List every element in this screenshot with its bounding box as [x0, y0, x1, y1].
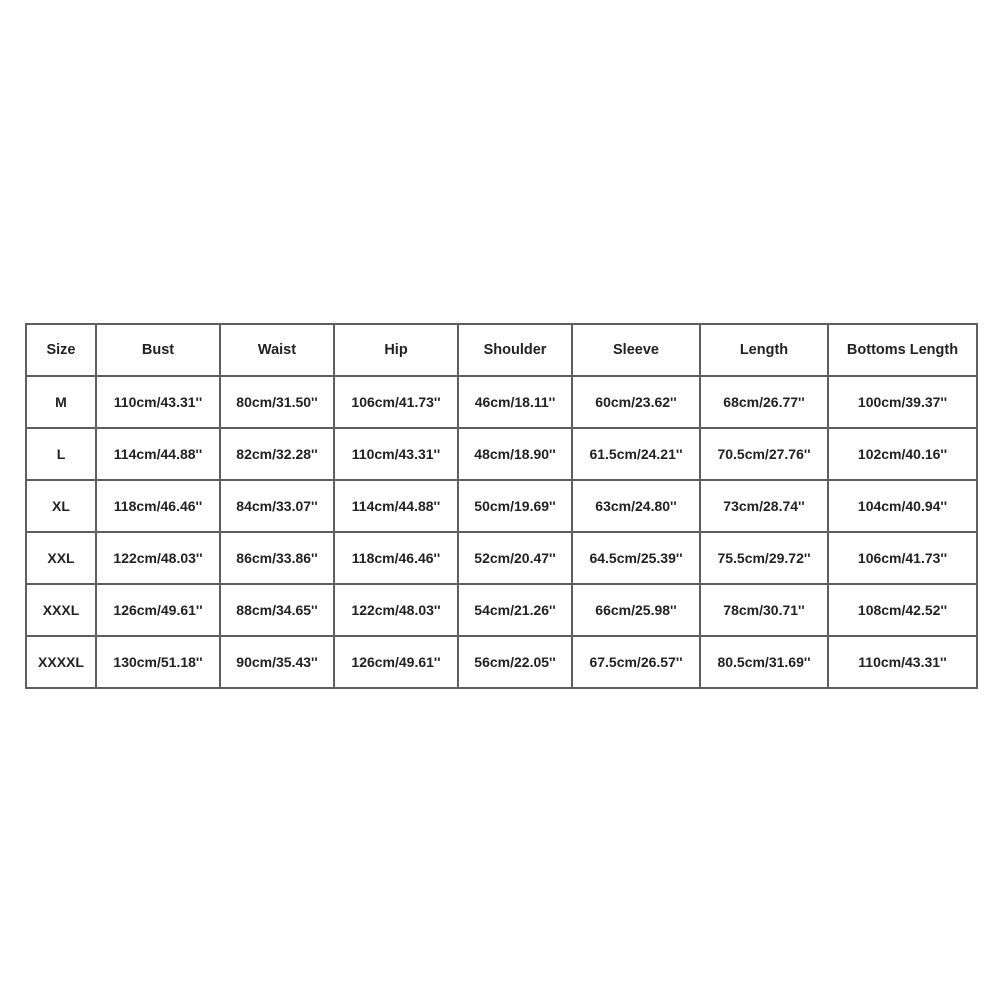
waist-cell: 86cm/33.86'' [220, 532, 334, 584]
waist-cell: 82cm/32.28'' [220, 428, 334, 480]
size-cell: XXL [26, 532, 96, 584]
waist-cell: 88cm/34.65'' [220, 584, 334, 636]
bottoms-length-cell: 106cm/41.73'' [828, 532, 977, 584]
size-cell: XXXXL [26, 636, 96, 688]
table-row [26, 636, 977, 688]
hip-cell: 126cm/49.61'' [334, 636, 458, 688]
waist-cell: 84cm/33.07'' [220, 480, 334, 532]
table-row [26, 376, 977, 428]
hip-cell: 118cm/46.46'' [334, 532, 458, 584]
hip-cell: 110cm/43.31'' [334, 428, 458, 480]
header-cell-shoulder: Shoulder [458, 324, 572, 376]
bottoms-length-cell: 104cm/40.94'' [828, 480, 977, 532]
length-cell: 75.5cm/29.72'' [700, 532, 828, 584]
sleeve-cell: 64.5cm/25.39'' [572, 532, 700, 584]
bust-cell: 114cm/44.88'' [96, 428, 220, 480]
waist-cell: 90cm/35.43'' [220, 636, 334, 688]
table-row [26, 584, 977, 636]
shoulder-cell: 50cm/19.69'' [458, 480, 572, 532]
shoulder-cell: 48cm/18.90'' [458, 428, 572, 480]
bust-cell: 110cm/43.31'' [96, 376, 220, 428]
length-cell: 78cm/30.71'' [700, 584, 828, 636]
size-cell: M [26, 376, 96, 428]
bust-cell: 122cm/48.03'' [96, 532, 220, 584]
hip-cell: 122cm/48.03'' [334, 584, 458, 636]
table-row [26, 428, 977, 480]
hip-cell: 114cm/44.88'' [334, 480, 458, 532]
length-cell: 68cm/26.77'' [700, 376, 828, 428]
bottoms-length-cell: 100cm/39.37'' [828, 376, 977, 428]
header-cell-sleeve: Sleeve [572, 324, 700, 376]
header-cell-bust: Bust [96, 324, 220, 376]
size-chart-table [25, 323, 978, 689]
sleeve-cell: 60cm/23.62'' [572, 376, 700, 428]
length-cell: 80.5cm/31.69'' [700, 636, 828, 688]
bust-cell: 118cm/46.46'' [96, 480, 220, 532]
header-cell-bottoms-length: Bottoms Length [828, 324, 977, 376]
shoulder-cell: 54cm/21.26'' [458, 584, 572, 636]
bust-cell: 126cm/49.61'' [96, 584, 220, 636]
length-cell: 70.5cm/27.76'' [700, 428, 828, 480]
bottoms-length-cell: 110cm/43.31'' [828, 636, 977, 688]
table-row [26, 532, 977, 584]
sleeve-cell: 63cm/24.80'' [572, 480, 700, 532]
shoulder-cell: 52cm/20.47'' [458, 532, 572, 584]
bust-cell: 130cm/51.18'' [96, 636, 220, 688]
size-cell: L [26, 428, 96, 480]
size-cell: XXXL [26, 584, 96, 636]
sleeve-cell: 61.5cm/24.21'' [572, 428, 700, 480]
waist-cell: 80cm/31.50'' [220, 376, 334, 428]
size-cell: XL [26, 480, 96, 532]
bottoms-length-cell: 102cm/40.16'' [828, 428, 977, 480]
bottoms-length-cell: 108cm/42.52'' [828, 584, 977, 636]
table-row [26, 480, 977, 532]
shoulder-cell: 56cm/22.05'' [458, 636, 572, 688]
shoulder-cell: 46cm/18.11'' [458, 376, 572, 428]
hip-cell: 106cm/41.73'' [334, 376, 458, 428]
header-cell-waist: Waist [220, 324, 334, 376]
header-row [26, 324, 977, 376]
sleeve-cell: 67.5cm/26.57'' [572, 636, 700, 688]
header-cell-hip: Hip [334, 324, 458, 376]
length-cell: 73cm/28.74'' [700, 480, 828, 532]
sleeve-cell: 66cm/25.98'' [572, 584, 700, 636]
header-cell-size: Size [26, 324, 96, 376]
header-cell-length: Length [700, 324, 828, 376]
